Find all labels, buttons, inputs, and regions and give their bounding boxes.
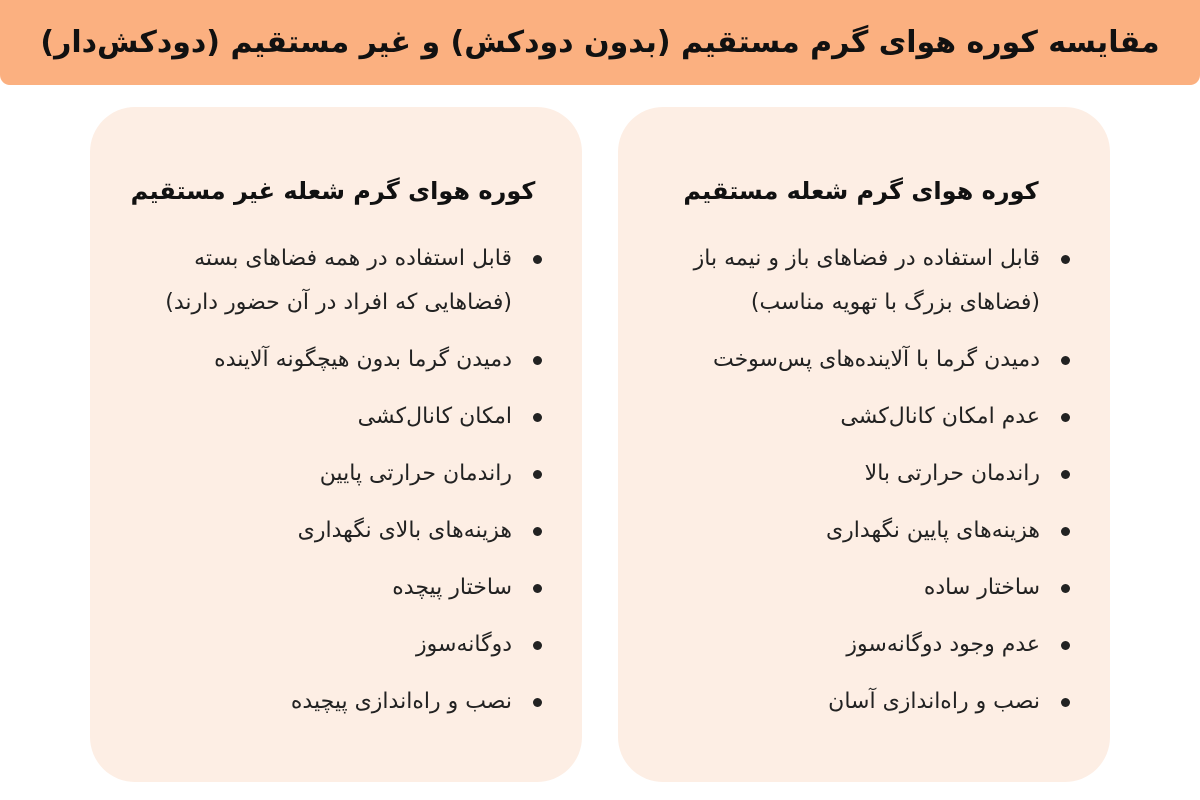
list-item bbox=[120, 623, 546, 667]
list-item bbox=[648, 680, 1074, 724]
direct-heater-title: کوره هوای گرم شعله مستقیم bbox=[683, 177, 1039, 205]
bullet-icon bbox=[1061, 527, 1070, 536]
list-item-text: هزینه‌های پایین نگهداری bbox=[825, 518, 1040, 543]
list-item-text: راندمان حرارتی پایین bbox=[319, 461, 512, 486]
bullet-icon bbox=[533, 413, 542, 422]
bullet-icon bbox=[1061, 641, 1070, 650]
bullet-icon bbox=[533, 641, 542, 650]
direct-heater-list bbox=[648, 237, 1074, 724]
list-item bbox=[648, 566, 1074, 610]
list-item bbox=[120, 509, 546, 553]
bullet-icon bbox=[1061, 413, 1070, 422]
list-item-text: ساختار پیچده bbox=[392, 575, 512, 600]
list-item-text: ساختار ساده bbox=[923, 575, 1040, 600]
list-item bbox=[648, 509, 1074, 553]
list-item-text: قابل استفاده در فضاهای باز و نیمه باز (فضاهای بزرگ با تهویه مناسب) bbox=[693, 246, 1040, 315]
bullet-icon bbox=[533, 584, 542, 593]
list-item bbox=[120, 237, 546, 325]
header-banner bbox=[0, 0, 1200, 85]
list-item-text: امکان کانال‌کشی bbox=[357, 404, 512, 429]
bullet-icon bbox=[533, 527, 542, 536]
list-item-text: قابل استفاده در همه فضاهای بسته (فضاهایی که افراد در آن حضور دارند) bbox=[165, 246, 512, 315]
bullet-icon bbox=[533, 698, 542, 707]
list-item bbox=[120, 566, 546, 610]
list-item-text: عدم امکان کانال‌کشی bbox=[840, 404, 1040, 429]
bullet-icon bbox=[1061, 584, 1070, 593]
page-title: مقایسه کوره هوای گرم مستقیم (بدون دودکش) و غیر مستقیم (دودکش‌دار) bbox=[40, 25, 1160, 60]
bullet-icon bbox=[1061, 255, 1070, 264]
list-item-text: نصب و راه‌اندازی آسان bbox=[828, 689, 1040, 714]
bullet-icon bbox=[1061, 698, 1070, 707]
list-item-text: عدم وجود دوگانه‌سوز bbox=[846, 632, 1040, 657]
bullet-icon bbox=[1061, 356, 1070, 365]
list-item-text: هزینه‌های بالای نگهداری bbox=[297, 518, 512, 543]
list-item bbox=[120, 680, 546, 724]
list-item bbox=[120, 452, 546, 496]
indirect-heater-card bbox=[90, 107, 582, 782]
list-item-text: دوگانه‌سوز bbox=[416, 632, 512, 657]
indirect-heater-list bbox=[120, 237, 546, 724]
list-item bbox=[648, 237, 1074, 325]
list-item-text: نصب و راه‌اندازی پیچیده bbox=[290, 689, 512, 714]
list-item bbox=[648, 338, 1074, 382]
list-item bbox=[648, 623, 1074, 667]
list-item bbox=[648, 395, 1074, 439]
list-item-text: دمیدن گرما بدون هیچگونه آلاینده bbox=[214, 347, 512, 372]
bullet-icon bbox=[533, 356, 542, 365]
list-item bbox=[120, 395, 546, 439]
indirect-heater-title: کوره هوای گرم شعله غیر مستقیم bbox=[130, 177, 536, 205]
list-item-text: دمیدن گرما با آلاینده‌های پس‌سوخت bbox=[712, 347, 1040, 372]
list-item-text: راندمان حرارتی بالا bbox=[864, 461, 1040, 486]
direct-heater-card bbox=[618, 107, 1110, 782]
bullet-icon bbox=[533, 470, 542, 479]
list-item bbox=[120, 338, 546, 382]
list-item bbox=[648, 452, 1074, 496]
bullet-icon bbox=[1061, 470, 1070, 479]
bullet-icon bbox=[533, 255, 542, 264]
